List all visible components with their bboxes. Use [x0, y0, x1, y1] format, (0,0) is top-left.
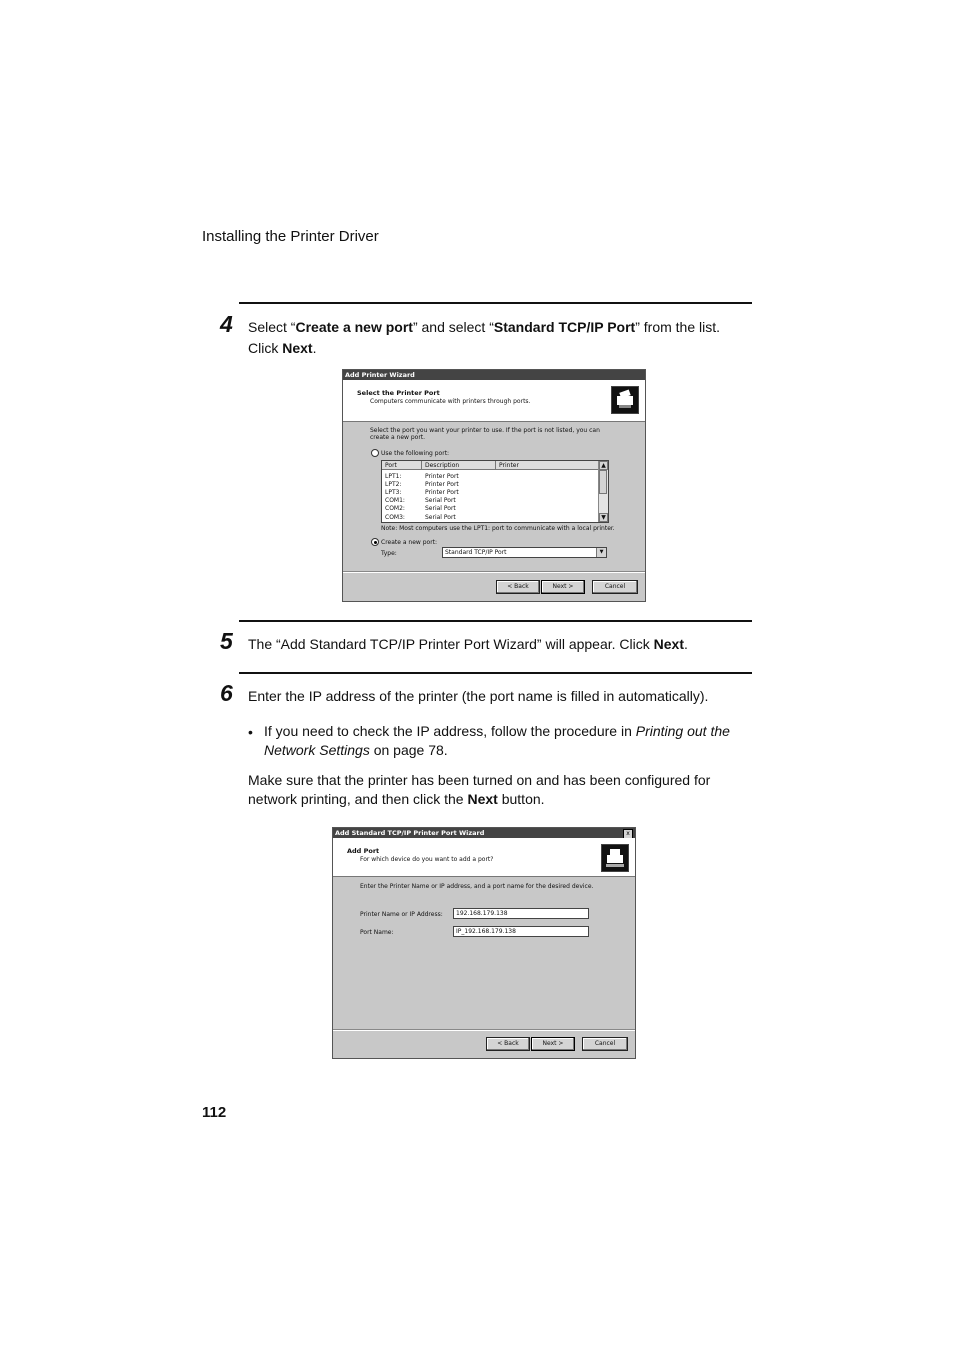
add-printer-wizard-dialog — [342, 369, 646, 602]
create-new-port-label: Create a new port: — [381, 539, 438, 546]
table-row[interactable]: LPT2: — [385, 481, 402, 488]
bullet-text: If you need to check the IP address, follow the procedure in Printing out the Network Settings on page 78. — [264, 723, 730, 758]
table-cell: Serial Port — [425, 505, 456, 512]
step-5-number: 5 — [220, 628, 233, 654]
port-type-select[interactable] — [442, 547, 607, 558]
running-head: Installing the Printer Driver — [202, 228, 379, 245]
header-subtitle: For which device do you want to add a port? — [360, 856, 494, 863]
tcpip-port-wizard-dialog — [332, 827, 636, 1059]
back-button[interactable]: < Back — [486, 1037, 530, 1051]
cancel-button[interactable]: Cancel — [582, 1037, 628, 1051]
bullet-icon: • — [248, 724, 253, 740]
instruction-text: Select the port you want your printer to use. If the port is not listed, you can create a new port. — [370, 427, 600, 441]
header-title: Select the Printer Port — [357, 389, 440, 397]
type-label: Type: — [381, 550, 397, 557]
dialog-title-bar: Add Standard TCP/IP Printer Port Wizard — [333, 828, 635, 838]
dialog-header — [333, 838, 635, 877]
table-cell: Serial Port — [425, 497, 456, 504]
cancel-button[interactable]: Cancel — [592, 580, 638, 594]
next-button[interactable]: Next > — [541, 580, 585, 594]
header-title: Add Port — [347, 847, 380, 855]
dialog-title-bar: Add Printer Wizard — [343, 370, 645, 380]
scroll-up-icon[interactable]: ▲ — [599, 461, 608, 470]
step-4-text: Select “Create a new port” and select “Standard TCP/IP Port” from the list. Click Next. — [248, 319, 721, 356]
step-4-rule — [239, 302, 752, 304]
port-name-input[interactable]: IP_192.168.179.138 — [453, 926, 589, 937]
instruction-paragraph: Make sure that the printer has been turned on and has been configured for network printing, and then click the Next button. — [248, 772, 711, 807]
table-row[interactable]: LPT1: — [385, 473, 402, 480]
table-cell: Serial Port — [425, 514, 456, 521]
step-6-text: Enter the IP address of the printer (the port name is filled in automatically). — [248, 688, 709, 704]
table-cell: Printer Port — [425, 473, 459, 480]
printer-wizard-icon — [611, 386, 639, 414]
use-following-port-label: Use the following port: — [381, 450, 450, 457]
port-type-value: Standard TCP/IP Port — [445, 549, 507, 556]
step-6-rule — [239, 672, 752, 674]
next-button[interactable]: Next > — [531, 1037, 575, 1051]
ip-address-label: Printer Name or IP Address: — [360, 911, 443, 918]
note-text: Note: Most computers use the LPT1: port to communicate with a local printer. — [381, 525, 615, 532]
scroll-down-icon[interactable]: ▼ — [599, 513, 608, 522]
table-row[interactable]: COM2: — [385, 505, 405, 512]
footer-separator — [333, 1029, 635, 1031]
close-icon[interactable]: x — [623, 829, 633, 839]
create-new-port-radio[interactable] — [371, 538, 379, 546]
column-port[interactable]: Port — [382, 461, 422, 470]
footer-separator — [343, 571, 645, 573]
step-6-number: 6 — [220, 680, 233, 706]
header-subtitle: Computers communicate with printers through ports. — [370, 398, 531, 405]
step-5-text: The “Add Standard TCP/IP Printer Port Wizard” will appear. Click Next. — [248, 636, 688, 652]
back-button[interactable]: < Back — [496, 580, 540, 594]
table-row[interactable]: COM1: — [385, 497, 405, 504]
page-number: 112 — [202, 1104, 227, 1121]
table-cell: Printer Port — [425, 481, 459, 488]
instruction-text: Enter the Printer Name or IP address, and a port name for the desired device. — [360, 883, 594, 890]
chevron-down-icon[interactable]: ▼ — [596, 548, 606, 557]
step-4-number: 4 — [220, 311, 233, 337]
column-description[interactable]: Description — [422, 461, 496, 470]
scroll-thumb[interactable] — [599, 470, 607, 494]
table-row[interactable]: COM3: — [385, 514, 405, 521]
column-printer[interactable]: Printer — [496, 461, 599, 470]
ip-address-input[interactable]: 192.168.179.138 — [453, 908, 589, 919]
step-5-rule — [239, 620, 752, 622]
table-cell: Printer Port — [425, 489, 459, 496]
port-name-label: Port Name: — [360, 929, 394, 936]
list-scrollbar[interactable] — [598, 461, 608, 522]
dialog-header — [343, 380, 645, 422]
use-following-port-radio[interactable] — [371, 449, 379, 457]
table-row[interactable]: LPT3: — [385, 489, 402, 496]
port-list[interactable] — [381, 460, 609, 523]
network-printer-icon — [601, 844, 629, 872]
